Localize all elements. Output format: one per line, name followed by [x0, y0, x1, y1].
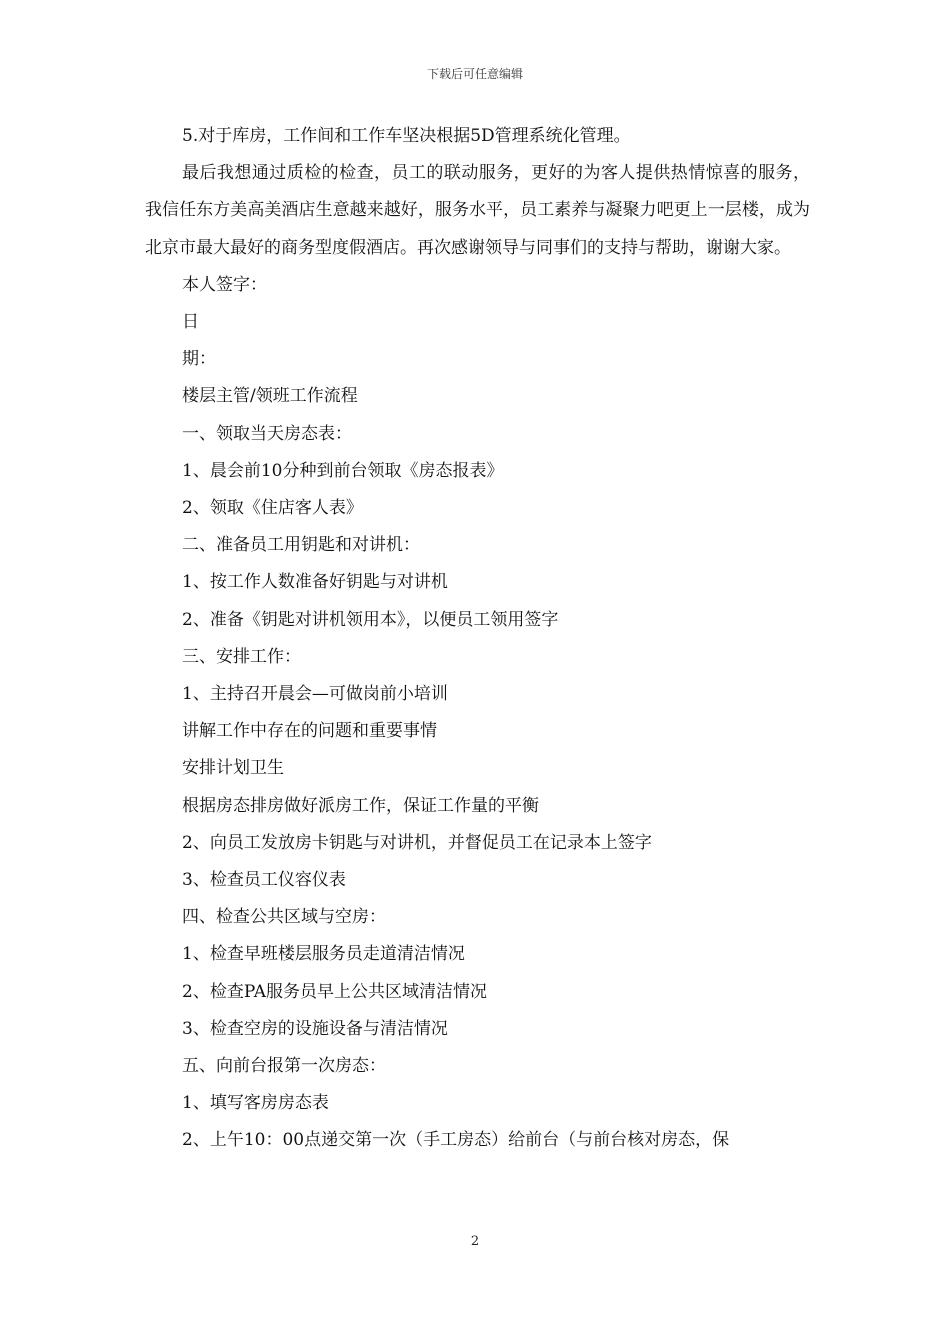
page-header: 下载后可任意编辑 [426, 67, 523, 81]
list-item: 2、检查PA服务员早上公共区域清洁情况 [182, 981, 487, 1002]
date-label-part2: 期： [182, 349, 216, 370]
list-heading: 三、安排工作： [182, 646, 301, 667]
list-item: 安排计划卫生 [182, 758, 284, 779]
signature-label: 本人签字： [182, 274, 267, 295]
list-item: 讲解工作中存在的问题和重要事情 [182, 721, 437, 742]
list-item: 2、上午10：00点递交第一次（手工房态）给前台（与前台核对房态，保 [182, 1130, 730, 1151]
list-item: 2、领取《住店客人表》 [182, 498, 363, 519]
list-item: 根据房态排房做好派房工作，保证工作量的平衡 [182, 795, 539, 816]
list-item: 1、主持召开晨会—可做岗前小培训 [182, 684, 448, 705]
paragraph: 最后我想通过质检的检查，员工的联动服务，更好的为客人提供热情惊喜的服务，我信任东方美高美酒店生意越来越好，服务水平，员工素养与凝聚力吧更上一层楼，成为北京市最大最好的商务型度假酒店。再次感谢领导与同事们的支持与帮助，谢谢大家。 [145, 163, 810, 258]
list-item: 3、检查员工仪容仪表 [182, 870, 346, 891]
document-body [145, 118, 810, 1160]
list-item: 2、准备《钥匙对讲机领用本》，以便员工领用签字 [182, 609, 559, 630]
list-item: 3、检查空房的设施设备与清洁情况 [182, 1018, 448, 1039]
list-item: 1、按工作人数准备好钥匙与对讲机 [182, 572, 448, 593]
page-number: 2 [470, 1234, 480, 1249]
list-heading: 四、检查公共区域与空房： [182, 907, 386, 928]
paragraph: 5.对于库房，工作间和工作车坚决根据5D管理系统化管理。 [182, 126, 631, 146]
list-heading: 一、领取当天房态表： [182, 423, 352, 444]
list-item: 1、检查早班楼层服务员走道清洁情况 [182, 944, 465, 965]
list-item: 2、向员工发放房卡钥匙与对讲机，并督促员工在记录本上签字 [182, 832, 652, 853]
list-item: 1、晨会前10分种到前台领取《房态报表》 [182, 460, 504, 481]
section-title: 楼层主管/领班工作流程 [182, 386, 358, 407]
list-heading: 二、准备员工用钥匙和对讲机： [182, 535, 420, 556]
date-label-part1: 日 [182, 312, 199, 333]
list-heading: 五、向前台报第一次房态： [182, 1056, 386, 1077]
list-item: 1、填写客房房态表 [182, 1093, 329, 1114]
